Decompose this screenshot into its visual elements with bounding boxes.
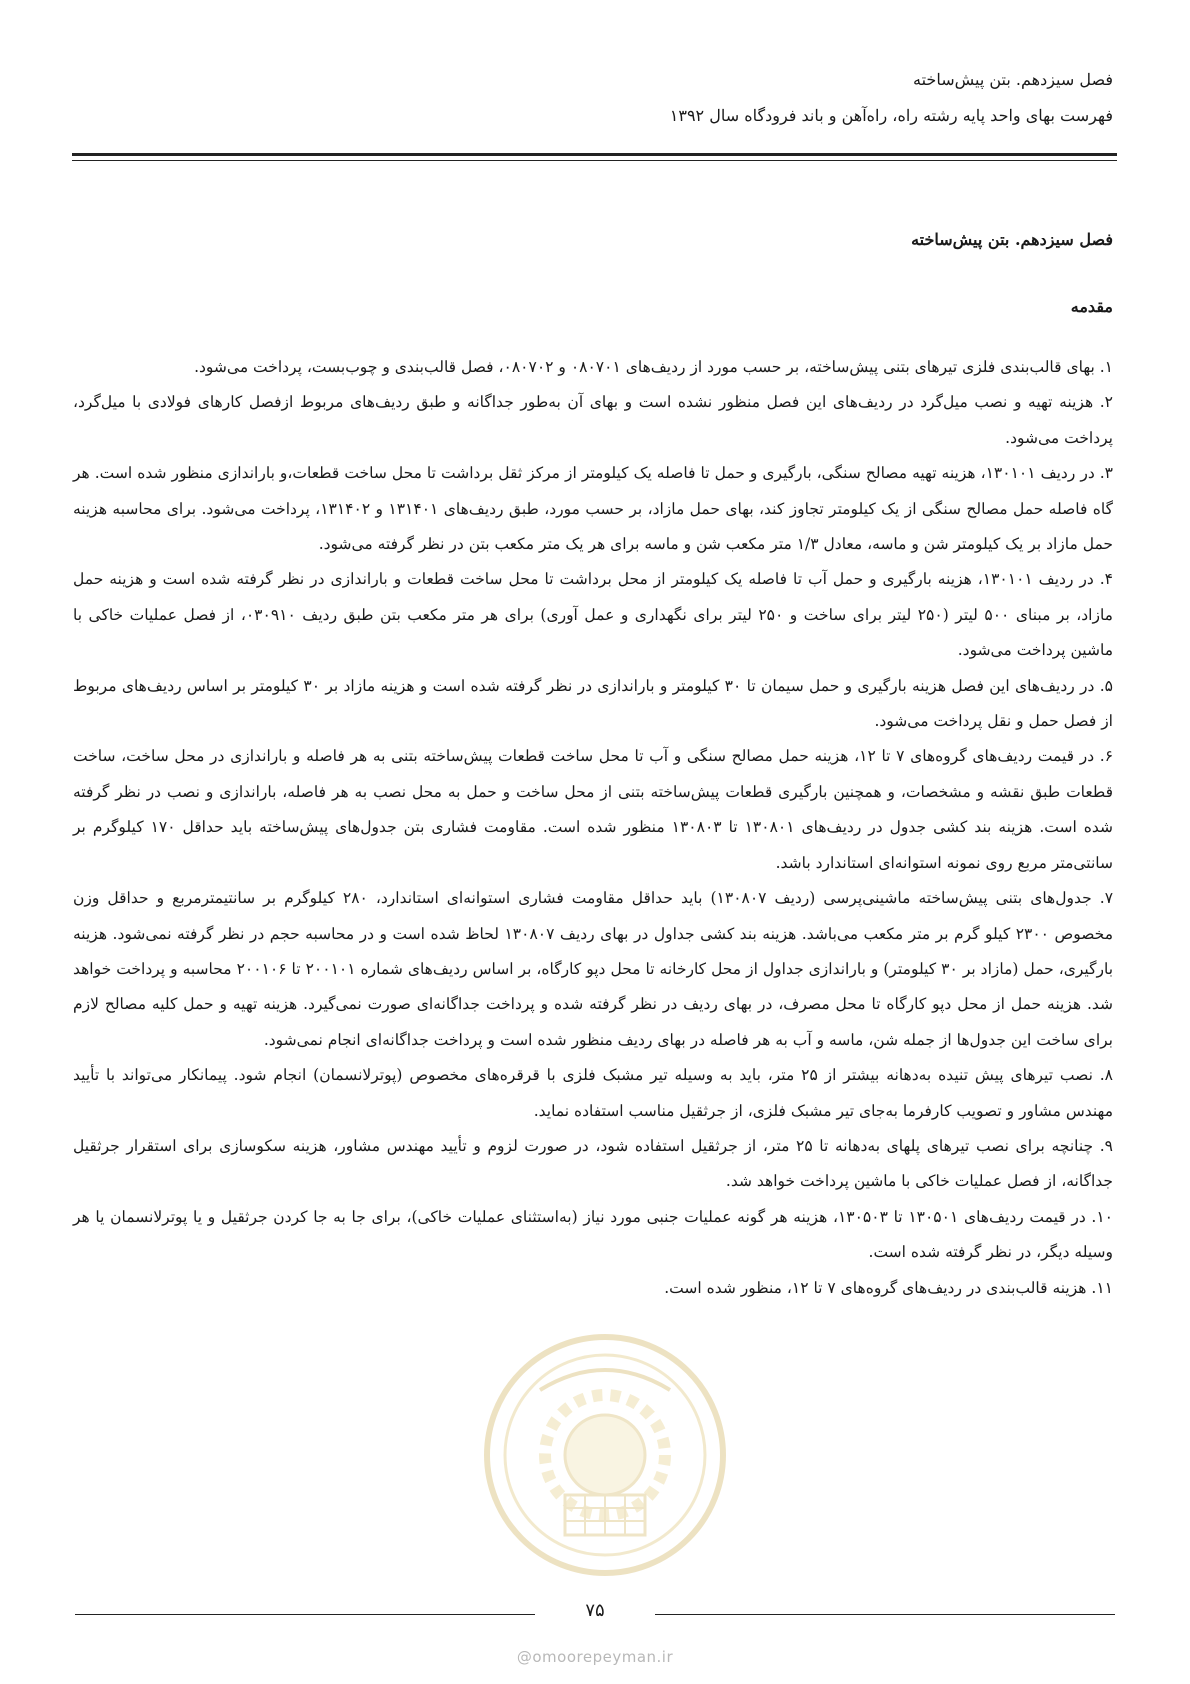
paragraph-5: ۵. در ردیف‌های این فصل هزینه بارگیری و حمل سیمان تا ۳۰ کیلومتر و باراندازی در نظر گرفته شده است و هزینه مازاد بر ۳۰ کیلومتر بر اساس ردیف‌های مربوط از فصل حمل و نقل پرداخت می‌شود.: [73, 676, 1113, 731]
footer-rule-right: [655, 1614, 1115, 1615]
header-chapter-line: فصل سیزدهم. بتن پیش‌ساخته: [913, 70, 1113, 89]
header-document-line: فهرست بهای واحد پایه رشته راه، راه‌آهن و باند فرودگاه سال ۱۳۹۲: [669, 106, 1113, 125]
paragraph-7: ۷. جدول‌های بتنی پیش‌ساخته ماشینی‌پرسی (ردیف ۱۳۰۸۰۷) باید حداقل مقاومت فشاری استوانه‌ای استاندارد، ۲۸۰ کیلوگرم بر سانتیمترمربع و حداقل وزن مخصوص ۲۳۰۰ کیلو گرم بر متر مکعب می‌باشد. هزینه بند کشی جداول در بهای ردیف ۱۳۰۸۰۷ لحاظ شده است و در محاسبه حجم در نظر گرفته نمی‌شود. هزینه بارگیری، حمل (مازاد بر ۳۰ کیلومتر) و باراندازی جداول از محل کارخانه تا محل دپو کارگاه، بر اساس ردیف‌های شماره ۲۰۰۱۰۱ تا ۲۰۰۱۰۶ محاسبه و پرداخت خواهد شد. هزینه حمل از محل دپو کارگاه تا محل مصرف، در بهای ردیف در نظر گرفته شده و پرداخت جداگانه‌ای صورت نمی‌گیرد. هزینه تهیه و حمل کلیه مصالح لازم برای ساخت این جدول‌ها از جمله شن، ماسه و آب به هر فاصله در بهای ردیف منظور شده است و پرداخت جداگانه‌ای انجام نمی‌شود.: [73, 889, 1114, 1049]
paragraph-11: ۱۱. هزینه قالب‌بندی در ردیف‌های گروه‌های ۷ تا ۱۲، منظور شده است.: [664, 1278, 1113, 1297]
chapter-title: فصل سیزدهم. بتن پیش‌ساخته: [911, 230, 1113, 249]
paragraph-9: ۹. چنانچه برای نصب تیرهای پلهای به‌دهانه تا ۲۵ متر، از جرثقیل استفاده شود، در صورت لزوم و تأیید مهندس مشاور، هزینه سکوسازی برای استقرار جرثقیل جداگانه، از فصل عملیات خاکی با ماشین پرداخت خواهد شد.: [73, 1136, 1113, 1191]
paragraph-8: ۸. نصب تیرهای پیش تنیده به‌دهانه بیشتر از ۲۵ متر، باید به وسیله تیر مشبک فلزی با قرقره‌های مخصوص (پوترلانسمان) انجام شود. پیمانکار می‌تواند با تأیید مهندس مشاور و تصویب کارفرما به‌جای تیر مشبک فلزی، از جرثقیل مناسب استفاده نماید.: [73, 1066, 1113, 1120]
header-rule-thin: [72, 160, 1117, 161]
paragraph-10: ۱۰. در قیمت ردیف‌های ۱۳۰۵۰۱ تا ۱۳۰۵۰۳، هزینه هر گونه عملیات جنبی مورد نیاز (به‌استثنای عملیات خاکی)، برای جا به جا کردن جرثقیل و یا پوترلانسمان یا هر وسیله دیگر، در نظر گرفته شده است.: [73, 1207, 1113, 1262]
running-header: [73, 62, 1113, 134]
paragraph-1: ۱. بهای قالب‌بندی فلزی تیرهای بتنی پیش‌ساخته، بر حسب مورد از ردیف‌های ۰۸۰۷۰۱ و ۰۸۰۷۰۲، فصل قالب‌بندی و چوب‌بست، پرداخت می‌شود.: [194, 358, 1113, 376]
page-number: ۷۵: [585, 1600, 605, 1621]
paragraph-4: ۴. در ردیف ۱۳۰۱۰۱، هزینه بارگیری و حمل آب تا فاصله یک کیلومتر از محل برداشت تا محل ساخت قطعات و باراندازی در نظر گرفته شده است و هزینه حمل مازاد، بر مبنای ۵۰۰ لیتر (۲۵۰ لیتر برای ساخت و ۲۵۰ لیتر برای نگهداری و عمل آوری) برای هر متر مکعب بتن طبق ردیف ۰۳۰۹۱۰، از فصل عملیات خاکی با ماشین پرداخت می‌شود.: [73, 570, 1113, 660]
section-heading-intro: مقدمه: [1070, 297, 1113, 316]
paragraph-3: ۳. در ردیف ۱۳۰۱۰۱، هزینه تهیه مصالح سنگی، بارگیری و حمل تا فاصله یک کیلومتر از مرکز ثقل برداشت تا محل ساخت قطعات،و باراندازی منظور شده است. هر گاه فاصله حمل مصالح سنگی از یک کیلومتر تجاوز کند، بهای حمل مازاد، بر حسب مورد، طبق ردیف‌های ۱۳۱۴۰۱ و ۱۳۱۴۰۲، پرداخت می‌شود. برای محاسبه هزینه حمل مازاد بر یک کیلومتر شن و ماسه، معادل ۱/۳ متر مکعب شن و ماسه برای هر یک متر مکعب بتن در نظر گرفته می‌شود.: [73, 464, 1113, 554]
watermark-seal-icon: [480, 1330, 730, 1580]
paragraph-2: ۲. هزینه تهیه و نصب میل‌گرد در ردیف‌های این فصل منظور نشده است و بهای آن به‌طور جداگانه و طبق ردیف‌های مربوط ازفصل کارهای فولادی با میل‌گرد، پرداخت می‌شود.: [73, 393, 1113, 447]
footer-rule-left: [75, 1614, 535, 1615]
body-text: [73, 350, 1113, 1306]
site-watermark-text: @omoorepeyman.ir: [516, 1648, 674, 1666]
paragraph-6: ۶. در قیمت ردیف‌های گروه‌های ۷ تا ۱۲، هزینه حمل مصالح سنگی و آب تا محل ساخت قطعات پیش‌ساخته بتنی به هر فاصله و باراندازی در محل ساخت، ساخت قطعات طبق نقشه و مشخصات، و همچنین بارگیری قطعات پیش‌ساخته بتنی از محل ساخت و حمل به محل نصب به هر فاصله، باراندازی و نصب در نظر گرفته شده است. هزینه بند کشی جدول در ردیف‌های ۱۳۰۸۰۱ تا ۱۳۰۸۰۳ منظور شده است. مقاومت فشاری بتن جدول‌های پیش‌ساخته باید حداقل ۱۷۰ کیلوگرم بر سانتی‌متر مربع روی نمونه استوانه‌ای استاندارد باشد.: [73, 747, 1114, 872]
header-rule-thick: [72, 153, 1117, 156]
